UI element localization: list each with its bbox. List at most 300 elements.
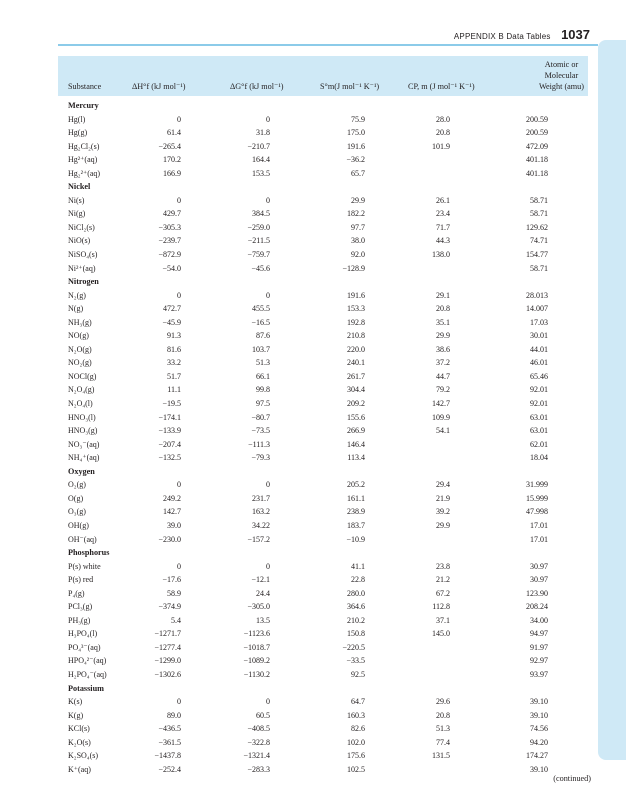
- group-heading: [58, 99, 588, 113]
- table-row: [58, 316, 588, 330]
- gibbs-cell: 384.5: [252, 209, 270, 219]
- header-substance: Substance: [68, 81, 102, 91]
- substance-cell: H₃PO₄(l): [68, 629, 98, 639]
- heat-capacity-cell: 131.5: [432, 751, 450, 761]
- gibbs-cell: −305.0: [247, 602, 270, 612]
- table-row: [58, 370, 588, 384]
- entropy-cell: 210.8: [347, 331, 365, 341]
- enthalpy-cell: 0: [177, 114, 181, 124]
- weight-cell: 91.97: [530, 642, 548, 652]
- table-row: [58, 600, 588, 614]
- table-row: [58, 736, 588, 750]
- weight-cell: 65.46: [530, 371, 548, 381]
- enthalpy-cell: −1277.4: [154, 642, 181, 652]
- enthalpy-cell: 58.9: [167, 588, 181, 598]
- table-row: [58, 587, 588, 601]
- enthalpy-cell: 91.3: [167, 331, 181, 341]
- heat-capacity-cell: 44.3: [436, 236, 450, 246]
- substance-cell: P(s) red: [68, 575, 94, 585]
- table-row: [58, 221, 588, 235]
- weight-cell: 17.01: [530, 534, 548, 544]
- running-head: [0, 26, 590, 44]
- gibbs-cell: 0: [266, 290, 270, 300]
- heat-capacity-cell: 20.8: [436, 304, 450, 314]
- gibbs-cell: 51.3: [256, 358, 270, 368]
- substance-cell: O₂(g): [68, 480, 86, 490]
- group-label: Nickel: [68, 182, 91, 192]
- entropy-cell: 304.4: [347, 385, 365, 395]
- gibbs-cell: −16.5: [251, 317, 270, 327]
- heat-capacity-cell: 23.8: [436, 561, 450, 571]
- group-label: Mercury: [68, 101, 99, 110]
- substance-cell: NO(g): [68, 331, 89, 341]
- weight-cell: 401.18: [526, 168, 548, 178]
- weight-cell: 200.59: [526, 128, 548, 138]
- substance-cell: K₂SO₄(s): [68, 751, 99, 761]
- table-row: [58, 763, 588, 777]
- side-thumb-tab: [598, 40, 626, 760]
- enthalpy-cell: 0: [177, 561, 181, 571]
- page-number: 1037: [561, 27, 590, 42]
- substance-cell: Ni(g): [68, 209, 86, 219]
- table-row: [58, 654, 588, 668]
- enthalpy-cell: −1302.6: [154, 669, 181, 679]
- heat-capacity-cell: 112.8: [432, 602, 450, 612]
- table-row: [58, 749, 588, 763]
- substance-cell: PCl₃(g): [68, 602, 93, 612]
- entropy-cell: 220.0: [347, 344, 365, 354]
- heat-capacity-cell: 44.7: [436, 371, 450, 381]
- gibbs-cell: 0: [266, 697, 270, 707]
- heat-capacity-cell: 28.0: [436, 114, 450, 124]
- entropy-cell: 153.3: [347, 304, 365, 314]
- enthalpy-cell: 166.9: [163, 168, 181, 178]
- substance-cell: PO₄³⁻(aq): [68, 642, 101, 652]
- heat-capacity-cell: 20.8: [436, 128, 450, 138]
- gibbs-cell: −1321.4: [243, 751, 270, 761]
- enthalpy-cell: −133.9: [158, 426, 181, 436]
- enthalpy-cell: 0: [177, 290, 181, 300]
- enthalpy-cell: −174.1: [158, 412, 181, 422]
- heat-capacity-cell: 37.2: [436, 358, 450, 368]
- table-body: [58, 99, 588, 776]
- enthalpy-cell: 142.7: [163, 507, 181, 517]
- enthalpy-cell: 0: [177, 697, 181, 707]
- entropy-cell: 192.8: [347, 317, 365, 327]
- table-row: [58, 262, 588, 276]
- gibbs-cell: −759.7: [247, 250, 270, 260]
- substance-cell: N₂O₄(l): [68, 399, 93, 409]
- header-weight: [539, 59, 584, 92]
- heat-capacity-cell: 109.9: [432, 412, 450, 422]
- gibbs-cell: 31.8: [256, 128, 270, 138]
- entropy-cell: 364.6: [347, 602, 365, 612]
- substance-cell: HPO₄²⁻(aq): [68, 656, 107, 666]
- weight-cell: 94.97: [530, 629, 548, 639]
- entropy-cell: 191.6: [347, 290, 365, 300]
- enthalpy-cell: −1271.7: [154, 629, 181, 639]
- table-row: [58, 207, 588, 221]
- heat-capacity-cell: 35.1: [436, 317, 450, 327]
- enthalpy-cell: 33.2: [167, 358, 181, 368]
- entropy-cell: 160.3: [347, 710, 365, 720]
- table-row: [58, 194, 588, 208]
- weight-cell: 94.20: [530, 737, 548, 747]
- substance-cell: NiO(s): [68, 236, 91, 246]
- entropy-cell: 182.2: [347, 209, 365, 219]
- weight-cell: 63.01: [530, 426, 548, 436]
- enthalpy-cell: 81.6: [167, 344, 181, 354]
- substance-cell: OH⁻(aq): [68, 534, 97, 544]
- substance-cell: PH₃(g): [68, 615, 91, 625]
- substance-cell: K⁺(aq): [68, 764, 91, 774]
- weight-cell: 18.04: [530, 453, 548, 463]
- table-row: [58, 343, 588, 357]
- group-heading: [58, 465, 588, 479]
- table-row: [58, 695, 588, 709]
- substance-cell: O₃(g): [68, 507, 86, 517]
- substance-cell: NH₄⁺(aq): [68, 453, 100, 463]
- entropy-cell: 261.7: [347, 371, 365, 381]
- table-row: [58, 451, 588, 465]
- enthalpy-cell: −436.5: [158, 724, 181, 734]
- table-row: [58, 248, 588, 262]
- enthalpy-cell: 89.0: [167, 710, 181, 720]
- entropy-cell: 75.9: [351, 114, 365, 124]
- entropy-cell: 22.8: [351, 575, 365, 585]
- gibbs-cell: 103.7: [252, 344, 270, 354]
- gibbs-cell: −408.5: [247, 724, 270, 734]
- weight-cell: 30.97: [530, 561, 548, 571]
- substance-cell: P₄(g): [68, 588, 85, 598]
- heat-capacity-cell: 138.0: [432, 250, 450, 260]
- enthalpy-cell: 5.4: [171, 615, 181, 625]
- table-row: [58, 614, 588, 628]
- weight-cell: 62.01: [530, 439, 548, 449]
- enthalpy-cell: −1299.0: [154, 656, 181, 666]
- substance-cell: Hg(l): [68, 114, 86, 124]
- entropy-cell: 155.6: [347, 412, 365, 422]
- weight-cell: 174.27: [526, 751, 548, 761]
- enthalpy-cell: −305.3: [158, 222, 181, 232]
- table-row: [58, 140, 588, 154]
- entropy-cell: 266.9: [347, 426, 365, 436]
- entropy-cell: 175.6: [347, 751, 365, 761]
- table-row: [58, 329, 588, 343]
- header-weight-line2: Molecular: [544, 70, 579, 80]
- entropy-cell: 238.9: [347, 507, 365, 517]
- weight-cell: 92.97: [530, 656, 548, 666]
- gibbs-cell: 163.2: [252, 507, 270, 517]
- table-row: [58, 519, 588, 533]
- heat-capacity-cell: 29.9: [436, 331, 450, 341]
- heat-capacity-cell: 145.0: [432, 629, 450, 639]
- enthalpy-cell: −374.9: [158, 602, 181, 612]
- table-row: [58, 356, 588, 370]
- entropy-cell: 280.0: [347, 588, 365, 598]
- enthalpy-cell: 472.7: [163, 304, 181, 314]
- group-heading: [58, 180, 588, 194]
- enthalpy-cell: 11.1: [167, 385, 181, 395]
- enthalpy-cell: −132.5: [158, 453, 181, 463]
- enthalpy-cell: 0: [177, 480, 181, 490]
- table-row: [58, 478, 588, 492]
- substance-cell: HNO₃(l): [68, 412, 96, 422]
- gibbs-cell: −12.1: [251, 575, 270, 585]
- entropy-cell: 64.7: [351, 697, 365, 707]
- enthalpy-cell: 61.4: [167, 128, 181, 138]
- gibbs-cell: 455.5: [252, 304, 270, 314]
- substance-cell: N₂O₄(g): [68, 385, 95, 395]
- weight-cell: 14.007: [526, 304, 548, 314]
- weight-cell: 17.03: [530, 317, 548, 327]
- substance-cell: O(g): [68, 493, 84, 503]
- table-row: [58, 560, 588, 574]
- group-label: Phosphorus: [68, 548, 110, 558]
- entropy-cell: −33.5: [346, 656, 365, 666]
- table-row: [58, 627, 588, 641]
- substance-cell: KCl(s): [68, 724, 90, 734]
- table-row: [58, 533, 588, 547]
- weight-cell: 200.59: [526, 114, 548, 124]
- table-row: [58, 709, 588, 723]
- table-row: [58, 492, 588, 506]
- heat-capacity-cell: 79.2: [436, 385, 450, 395]
- heat-capacity-cell: 21.9: [436, 493, 450, 503]
- weight-cell: 39.10: [530, 710, 548, 720]
- enthalpy-cell: −19.5: [162, 399, 181, 409]
- heat-capacity-cell: 54.1: [436, 426, 450, 436]
- table-row: [58, 126, 588, 140]
- substance-cell: NO₃⁻(aq): [68, 439, 100, 449]
- table-row: [58, 722, 588, 736]
- entropy-cell: 29.9: [351, 195, 365, 205]
- substance-cell: P(s) white: [68, 561, 101, 571]
- weight-cell: 46.01: [530, 358, 548, 368]
- gibbs-cell: −1018.7: [243, 642, 270, 652]
- gibbs-cell: 0: [266, 195, 270, 205]
- group-heading: [58, 546, 588, 560]
- heat-capacity-cell: 29.9: [436, 520, 450, 530]
- gibbs-cell: −259.0: [247, 222, 270, 232]
- substance-cell: Ni(s): [68, 195, 85, 205]
- gibbs-cell: 87.6: [256, 331, 270, 341]
- heat-capacity-cell: 37.1: [436, 615, 450, 625]
- heat-capacity-cell: 23.4: [436, 209, 450, 219]
- gibbs-cell: −210.7: [247, 141, 270, 151]
- top-rule: [58, 44, 598, 46]
- running-head-label: APPENDIX B Data Tables: [453, 32, 551, 41]
- entropy-cell: 183.7: [347, 520, 365, 530]
- entropy-cell: 191.6: [347, 141, 365, 151]
- table-row: [58, 289, 588, 303]
- table-row: [58, 424, 588, 438]
- gibbs-cell: 60.5: [256, 710, 270, 720]
- entropy-cell: 92.5: [351, 669, 365, 679]
- weight-cell: 74.56: [530, 724, 548, 734]
- heat-capacity-cell: 26.1: [436, 195, 450, 205]
- gibbs-cell: 34.22: [252, 520, 270, 530]
- substance-cell: NOCl(g): [68, 371, 97, 381]
- enthalpy-cell: −239.7: [158, 236, 181, 246]
- entropy-cell: 113.4: [347, 453, 365, 463]
- table-row: [58, 668, 588, 682]
- weight-cell: 92.01: [530, 385, 548, 395]
- gibbs-cell: −283.3: [247, 764, 270, 774]
- entropy-cell: 146.4: [347, 439, 365, 449]
- weight-cell: 30.97: [530, 575, 548, 585]
- entropy-cell: −128.9: [342, 263, 365, 273]
- weight-cell: 123.90: [526, 588, 548, 598]
- entropy-cell: 102.0: [347, 737, 365, 747]
- entropy-cell: 240.1: [347, 358, 365, 368]
- heat-capacity-cell: 39.2: [436, 507, 450, 517]
- heat-capacity-cell: 77.4: [436, 737, 450, 747]
- enthalpy-cell: −361.5: [158, 737, 181, 747]
- gibbs-cell: −79.3: [251, 453, 270, 463]
- gibbs-cell: 97.5: [256, 399, 270, 409]
- table-row: [58, 573, 588, 587]
- heat-capacity-cell: 51.3: [436, 724, 450, 734]
- group-label: Potassium: [68, 683, 104, 693]
- continued-note: (continued): [553, 774, 591, 783]
- weight-cell: 74.71: [530, 236, 548, 246]
- heat-capacity-cell: 29.4: [436, 480, 450, 490]
- substance-cell: NiSO₄(s): [68, 250, 98, 260]
- substance-cell: Hg(g): [68, 128, 88, 138]
- enthalpy-cell: 170.2: [163, 155, 181, 165]
- heat-capacity-cell: 29.1: [436, 290, 450, 300]
- weight-cell: 39.10: [530, 697, 548, 707]
- table-row: [58, 397, 588, 411]
- gibbs-cell: −1089.2: [243, 656, 270, 666]
- gibbs-cell: −1130.2: [243, 669, 270, 679]
- weight-cell: 63.01: [530, 412, 548, 422]
- heat-capacity-cell: 71.7: [436, 222, 450, 232]
- table-row: [58, 113, 588, 127]
- header-heat-capacity: CP, m (J mol⁻¹ K⁻¹): [408, 81, 475, 91]
- weight-cell: 31.999: [526, 480, 548, 490]
- gibbs-cell: 231.7: [252, 493, 270, 503]
- table-row: [58, 438, 588, 452]
- gibbs-cell: 13.5: [256, 615, 270, 625]
- heat-capacity-cell: 101.9: [432, 141, 450, 151]
- entropy-cell: 41.1: [351, 561, 365, 571]
- weight-cell: 17.01: [530, 520, 548, 530]
- heat-capacity-cell: 20.8: [436, 710, 450, 720]
- enthalpy-cell: −17.6: [162, 575, 181, 585]
- header-gibbs: ΔG°f (kJ mol⁻¹): [230, 81, 284, 91]
- enthalpy-cell: −872.9: [158, 250, 181, 260]
- weight-cell: 129.62: [526, 222, 548, 232]
- entropy-cell: 102.5: [347, 764, 365, 774]
- table-row: [58, 383, 588, 397]
- enthalpy-cell: −207.4: [158, 439, 181, 449]
- entropy-cell: 65.7: [351, 168, 365, 178]
- substance-cell: N(g): [68, 304, 84, 314]
- substance-cell: N₂(g): [68, 290, 86, 300]
- table-row: [58, 411, 588, 425]
- weight-cell: 472.09: [526, 141, 548, 151]
- weight-cell: 44.01: [530, 344, 548, 354]
- gibbs-cell: −1123.6: [243, 629, 270, 639]
- header-weight-line3: Weight (amu): [538, 81, 584, 91]
- weight-cell: 401.18: [526, 155, 548, 165]
- substance-cell: NH₃(g): [68, 317, 92, 327]
- substance-cell: OH(g): [68, 520, 89, 530]
- substance-cell: K(s): [68, 697, 83, 707]
- enthalpy-cell: 429.7: [163, 209, 181, 219]
- gibbs-cell: −211.5: [247, 236, 270, 246]
- gibbs-cell: 153.5: [252, 168, 270, 178]
- substance-cell: N₂O(g): [68, 344, 92, 354]
- entropy-cell: −10.9: [346, 534, 365, 544]
- header-enthalpy: ΔH°f (kJ mol⁻¹): [132, 81, 186, 91]
- heat-capacity-cell: 29.6: [436, 697, 450, 707]
- heat-capacity-cell: 21.2: [436, 575, 450, 585]
- weight-cell: 93.97: [530, 669, 548, 679]
- enthalpy-cell: 249.2: [163, 493, 181, 503]
- entropy-cell: 175.0: [347, 128, 365, 138]
- enthalpy-cell: −45.9: [162, 317, 181, 327]
- gibbs-cell: 99.8: [256, 385, 270, 395]
- entropy-cell: 38.0: [351, 236, 365, 246]
- group-heading: [58, 275, 588, 289]
- enthalpy-cell: −265.4: [158, 141, 181, 151]
- enthalpy-cell: −54.0: [162, 263, 181, 273]
- weight-cell: 92.01: [530, 399, 548, 409]
- heat-capacity-cell: 38.6: [436, 344, 450, 354]
- substance-cell: HNO₃(g): [68, 426, 98, 436]
- substance-cell: Hg₂Cl₂(s): [68, 141, 100, 151]
- gibbs-cell: −322.8: [247, 737, 270, 747]
- gibbs-cell: 164.4: [252, 155, 270, 165]
- weight-cell: 58.71: [530, 263, 548, 273]
- enthalpy-cell: −1437.8: [154, 751, 181, 761]
- entropy-cell: 161.1: [347, 493, 365, 503]
- entropy-cell: 97.7: [351, 222, 365, 232]
- entropy-cell: 92.0: [351, 250, 365, 260]
- substance-cell: Hg₂²⁺(aq): [68, 168, 101, 178]
- substance-cell: Ni²⁺(aq): [68, 263, 96, 273]
- gibbs-cell: −157.2: [247, 534, 270, 544]
- weight-cell: 58.71: [530, 195, 548, 205]
- entropy-cell: −220.5: [342, 642, 365, 652]
- enthalpy-cell: 39.0: [167, 520, 181, 530]
- weight-cell: 208.24: [526, 602, 548, 612]
- entropy-cell: 82.6: [351, 724, 365, 734]
- gibbs-cell: −80.7: [251, 412, 270, 422]
- table-row: [58, 167, 588, 181]
- gibbs-cell: 0: [266, 480, 270, 490]
- entropy-cell: 209.2: [347, 399, 365, 409]
- heat-capacity-cell: 67.2: [436, 588, 450, 598]
- weight-cell: 28.013: [526, 290, 548, 300]
- substance-cell: H₂PO₄⁻(aq): [68, 669, 107, 679]
- substance-cell: NiCl₂(s): [68, 222, 95, 232]
- weight-cell: 30.01: [530, 331, 548, 341]
- substance-cell: NO₂(g): [68, 358, 92, 368]
- substance-cell: K₂O(s): [68, 737, 91, 747]
- entropy-cell: 150.8: [347, 629, 365, 639]
- enthalpy-cell: −230.0: [158, 534, 181, 544]
- gibbs-cell: 66.1: [256, 371, 270, 381]
- table-row: [58, 234, 588, 248]
- table-row: [58, 302, 588, 316]
- entropy-cell: −36.2: [346, 155, 365, 165]
- table-row: [58, 641, 588, 655]
- enthalpy-cell: −252.4: [158, 764, 181, 774]
